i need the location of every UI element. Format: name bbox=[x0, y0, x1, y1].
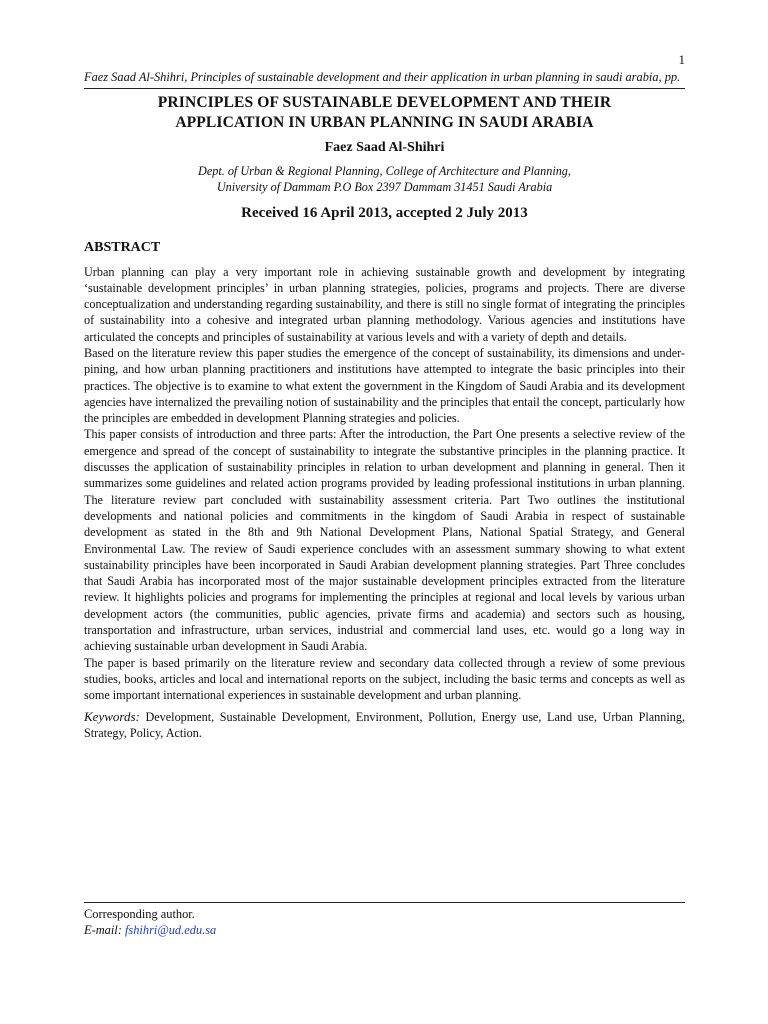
author-name: Faez Saad Al-Shihri bbox=[324, 139, 445, 155]
paper-title bbox=[84, 93, 685, 133]
keywords-label: Keywords: bbox=[84, 708, 140, 724]
running-header: Faez Saad Al-Shihri, Principles of sustainable development and their application in urban planning in saudi arabia, pp. bbox=[84, 70, 685, 89]
abstract-paragraph: The paper is based primarily on the literature review and secondary data collected through a review of some previous studies, books, articles and local and international reports on the subject, including the basic terms and concepts as well as some important international experiences in sustainable development and urban planning. bbox=[84, 655, 685, 703]
email-link[interactable]: fshihri@ud.edu.sa bbox=[124, 923, 217, 937]
keywords-text: Development, Sustainable Development, Environment, Pollution, Energy use, Land use, Urban Planning, Strategy, Policy, Action. bbox=[84, 709, 685, 740]
corresponding-author-note: Corresponding author. bbox=[84, 907, 195, 921]
abstract-paragraph: Urban planning can play a very important role in achieving sustainable growth and development by integrating ‘sustainable development principles’ in urban planning strategies, policies, programs and projects. There are diverse conceptualization and understanding regarding sustainability, and there is still no single format of integrating the principles of sustainability into a cohesive and integrated urban planning methodology. Various agencies and institutions have articulated the concepts and principles of sustainability at various levels and with a variety of depth and details. bbox=[84, 264, 685, 344]
email-line bbox=[84, 922, 685, 938]
paper-page bbox=[84, 50, 685, 741]
affiliation-line-2: University of Dammam P.O Box 2397 Dammam 31451 Saudi Arabia bbox=[216, 179, 553, 194]
abstract-paragraph: Based on the literature review this paper studies the emergence of the concept of sustainability, its dimensions and under-pining, and how urban planning practitioners and institutions have attempted to integrate the basic principles into their practices. The objective is to examine to what extent the government in the Kingdom of Saudi Arabia and its development agencies have internalized the prevailing notion of sustainability and the principles that entail the concept, particularly how the principles are embedded in development Planning strategies and policies. bbox=[84, 345, 685, 426]
abstract-heading: ABSTRACT bbox=[84, 239, 161, 255]
footnote bbox=[84, 902, 685, 938]
affiliation-line-1: Dept. of Urban & Regional Planning, College of Architecture and Planning, bbox=[198, 163, 571, 178]
email-label: E-mail: bbox=[84, 923, 122, 937]
received-dates: Received 16 April 2013, accepted 2 July 2013 bbox=[241, 204, 528, 221]
page-number: 1 bbox=[678, 52, 685, 67]
abstract-body bbox=[84, 264, 685, 704]
abstract-paragraph: This paper consists of introduction and three parts: After the introduction, the Part One presents a selective review of the emergence and spread of the concept of sustainability to integrate the substantive principles in the planning practice. It discusses the application of sustainability principles in relation to urban development and planning in general. Then it summarizes some guidelines and related action programs provided by leading professional institutions in urban planning. The literature review part concluded with sustainability assessment criteria. Part Two outlines the institutional developments and national policies and commitments in the kingdom of Saudi Arabia in respect of sustainable development as stated in the 8th and 9th National Development Plans, National Spatial Strategy, and General Environmental Law. The review of Saudi experience concludes with an assessment summary showing to what extent sustainability principles have been incorporated in Saudi Arabian development planning strategies. Part Three concludes that Saudi Arabia has incorporated most of the major sustainable development principles extracted from the literature review. It highlights policies and programs for implementing the principles at regional and local levels by various urban development actors (the communities, public agencies, private firms and academia) and sectors such as housing, transportation and infrastructure, urban services, industrial and commercial land uses, etc. would go a long way in achieving sustainable urban development in Saudi Arabia. bbox=[84, 427, 685, 654]
title-line-2: APPLICATION IN URBAN PLANNING IN SAUDI ARABIA bbox=[175, 113, 594, 131]
author-affiliation bbox=[84, 163, 685, 195]
title-line-1: PRINCIPLES OF SUSTAINABLE DEVELOPMENT AND THEIR bbox=[157, 93, 612, 111]
keywords bbox=[84, 709, 685, 742]
